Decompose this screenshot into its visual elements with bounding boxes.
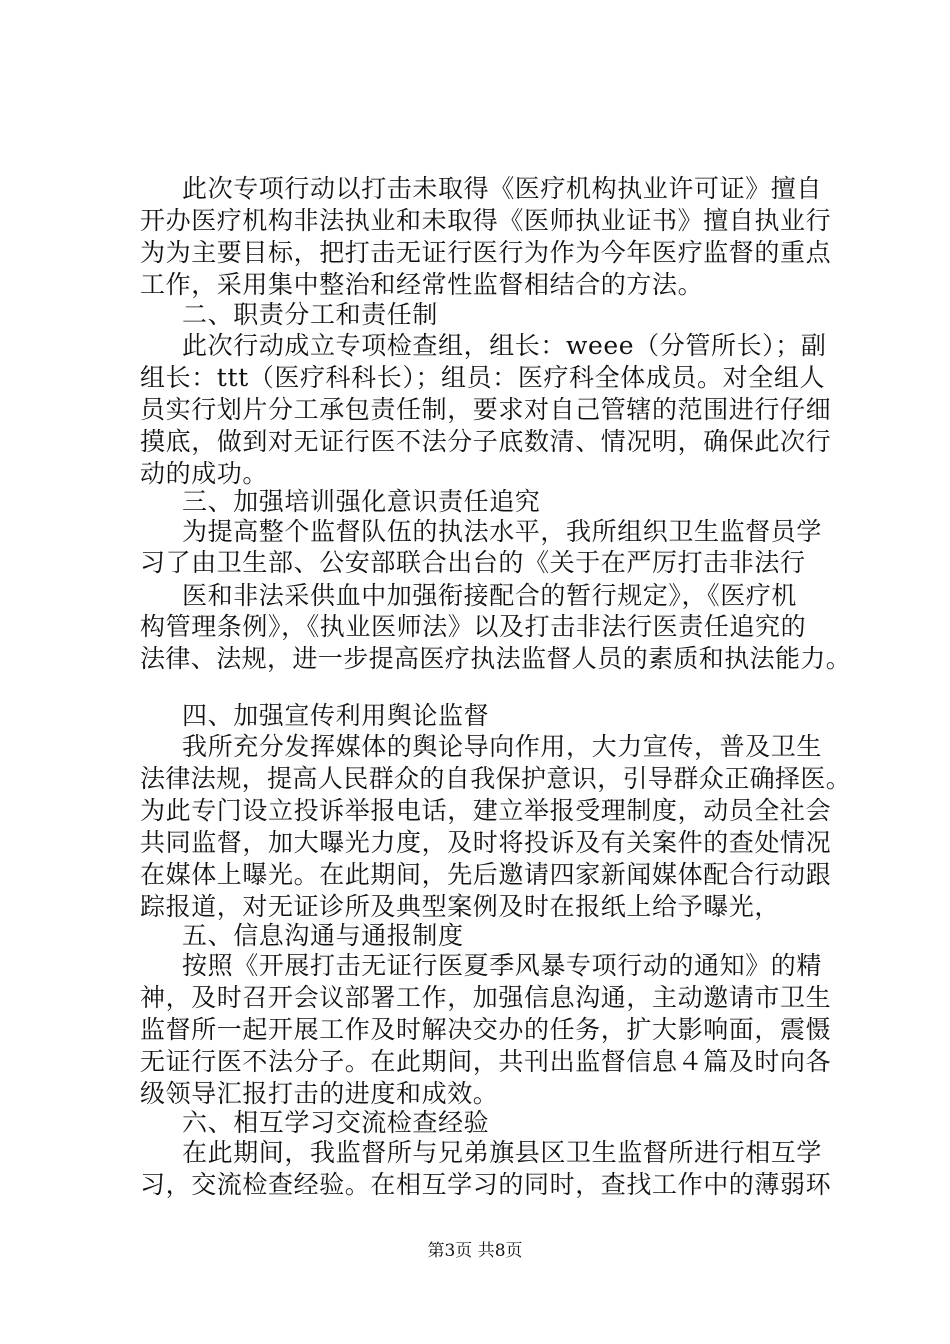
section-heading: 五、信息沟通与通报制度 bbox=[182, 921, 464, 950]
text-line: 为此专门设立投诉举报电话，建立举报受理制度，动员全社会 bbox=[140, 796, 832, 825]
text-line: 为提高整个监督队伍的执法水平，我所组织卫生监督员学 bbox=[182, 517, 823, 546]
section-heading: 六、相互学习交流检查经验 bbox=[182, 1108, 490, 1137]
text-line: 组长：ttt（医疗科科长）；组员：医疗科全体成员。对全组人 bbox=[140, 363, 826, 392]
text-line: 开办医疗机构非法执业和未取得《医师执业证书》擅自执业行 bbox=[140, 206, 832, 235]
section-heading: 四、加强宣传利用舆论监督 bbox=[182, 701, 490, 730]
text-line: 级领导汇报打击的进度和成效。 bbox=[140, 1079, 499, 1108]
text-line: 在媒体上曝光。在此期间，先后邀请四家新闻媒体配合行动跟 bbox=[140, 860, 832, 889]
text-line: 我所充分发挥媒体的舆论导向作用，大力宣传，普及卫生 bbox=[182, 732, 823, 761]
text-line: 神，及时召开会议部署工作，加强信息沟通，主动邀请市卫生 bbox=[140, 983, 832, 1012]
text-line: 按照《开展打击无证行医夏季风暴专项行动的通知》的精 bbox=[182, 951, 823, 980]
text-line: 摸底，做到对无证行医不法分子底数清、情况明，确保此次行 bbox=[140, 427, 832, 456]
text-line: 踪报道，对无证诊所及典型案例及时在报纸上给予曝光， bbox=[140, 892, 781, 921]
text-line: 医和非法采供血中加强衔接配合的暂行规定》，《医疗机 bbox=[182, 581, 798, 610]
text-line: 此次行动成立专项检查组，组长：weee（分管所长）；副 bbox=[182, 331, 827, 360]
text-line: 在此期间，我监督所与兄弟旗县区卫生监督所进行相互学 bbox=[182, 1138, 823, 1167]
text-line: 习了由卫生部、公安部联合出台的《关于在严厉打击非法行 bbox=[140, 548, 806, 577]
text-line: 为为主要目标，把打击无证行医行为作为今年医疗监督的重点 bbox=[140, 238, 832, 267]
text-line: 员实行划片分工承包责任制，要求对自己管辖的范围进行仔细 bbox=[140, 395, 832, 424]
text-line: 共同监督，加大曝光力度，及时将投诉及有关案件的查处情况 bbox=[140, 828, 832, 857]
section-heading: 二、职责分工和责任制 bbox=[182, 300, 439, 329]
text-line: 工作，采用集中整治和经常性监督相结合的方法。 bbox=[140, 270, 704, 299]
text-line: 法律法规，提高人民群众的自我保护意识，引导群众正确择医。 bbox=[140, 764, 852, 793]
text-line: 监督所一起开展工作及时解决交办的任务，扩大影响面，震慑 bbox=[140, 1015, 832, 1044]
page-footer: 第3页 共8页 bbox=[427, 1241, 523, 1261]
text-line: 习，交流检查经验。在相互学习的同时，查找工作中的薄弱环 bbox=[140, 1170, 832, 1199]
text-line: 动的成功。 bbox=[140, 459, 269, 488]
section-heading: 三、加强培训强化意识责任追究 bbox=[182, 487, 541, 516]
text-line: 法律、法规，进一步提高医疗执法监督人员的素质和执法能力。 bbox=[140, 644, 852, 673]
text-line: 此次专项行动以打击未取得《医疗机构执业许可证》擅自 bbox=[182, 174, 823, 203]
text-line: 无证行医不法分子。在此期间，共刊出监督信息４篇及时向各 bbox=[140, 1047, 832, 1076]
text-line: 构管理条例》，《执业医师法》以及打击非法行医责任追究的 bbox=[140, 612, 807, 641]
